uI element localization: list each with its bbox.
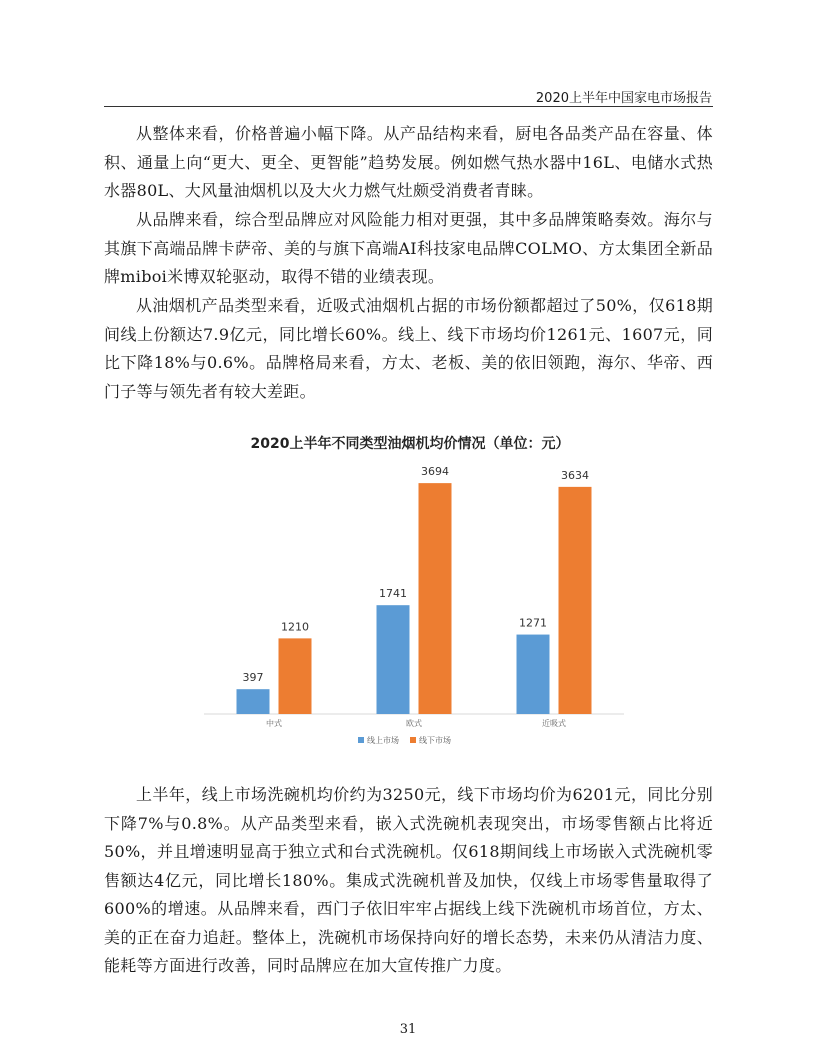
- data-label-2-1: 3634: [561, 468, 589, 482]
- data-label-0-1: 1210: [281, 620, 309, 634]
- category-tick-label: 中式: [266, 719, 282, 728]
- bar-0-0: [237, 689, 270, 714]
- page-number: 31: [399, 1022, 417, 1037]
- legend-label: 线上市场: [367, 736, 399, 745]
- legend-swatch: [358, 737, 364, 743]
- legend-label: 线下市场: [419, 736, 451, 745]
- report-header-title: 2020上半年中国家电市场报告: [535, 91, 712, 106]
- bar-2-0: [517, 635, 550, 714]
- category-tick-label: 近吸式: [542, 719, 566, 728]
- legend-swatch: [410, 737, 416, 743]
- range-hood-price-chart: [180, 428, 640, 758]
- bar-1-1: [419, 483, 452, 714]
- bar-1-0: [377, 605, 410, 714]
- data-label-1-1: 3694: [421, 465, 449, 479]
- paragraph-brand-strategy: 从品牌来看，综合型品牌应对风险能力相对更强，其中多品牌策略奏效。海尔与其旗下高端品牌卡萨帝、美的与旗下高端AI科技家电品牌COLMO、方太集团全新品牌miboi米博双轮驱动，取得不错的业绩表现。: [104, 210, 713, 286]
- paragraph-range-hood: 从油烟机产品类型来看，近吸式油烟机占据的市场份额都超过了50%，仅618期间线上份额达7.9亿元，同比增长60%。线上、线下市场均价1261元、1607元，同比下降18%与0.6%。品牌格局来看，方太、老板、美的依旧领跑，海尔、华帝、西门子等与领先者有较大差距。: [104, 296, 713, 401]
- bar-0-1: [279, 638, 312, 714]
- paragraph-dishwasher: 上半年，线上市场洗碗机均价约为3250元，线下市场均价为6201元，同比分别下降7%与0.8%。从产品类型来看，嵌入式洗碗机表现突出，市场零售额占比将近50%，并且增速明显高于独立式和台式洗碗机。仅618期间线上市场嵌入式洗碗机零售额达4亿元，同比增长180%。集成式洗碗机普及加快，仅线上市场零售量取得了600%的增速。从品牌来看，西门子依旧牢牢占据线上线下洗碗机市场首位，方太、美的正在奋力追赶。整体上，洗碗机市场保持向好的增长态势，未来仍从清洁力度、能耗等方面进行改善，同时品牌应在加大宣传推广力度。: [104, 785, 713, 975]
- bar-2-1: [559, 487, 592, 714]
- chart-title: 2020上半年不同类型油烟机均价情况（单位：元）: [250, 436, 570, 452]
- category-tick-label: 欧式: [406, 719, 422, 728]
- header-divider: [104, 106, 713, 107]
- data-label-2-0: 1271: [519, 616, 547, 630]
- data-label-0-0: 397: [242, 671, 264, 685]
- paragraph-overall-price: 从整体来看，价格普遍小幅下降。从产品结构来看，厨电各品类产品在容量、体积、通量上向“更大、更全、更智能”趋势发展。例如燃气热水器中16L、电储水式热水器80L、大风量油烟机以及大火力燃气灶颇受消费者青睐。: [104, 124, 713, 200]
- data-label-1-0: 1741: [379, 587, 407, 601]
